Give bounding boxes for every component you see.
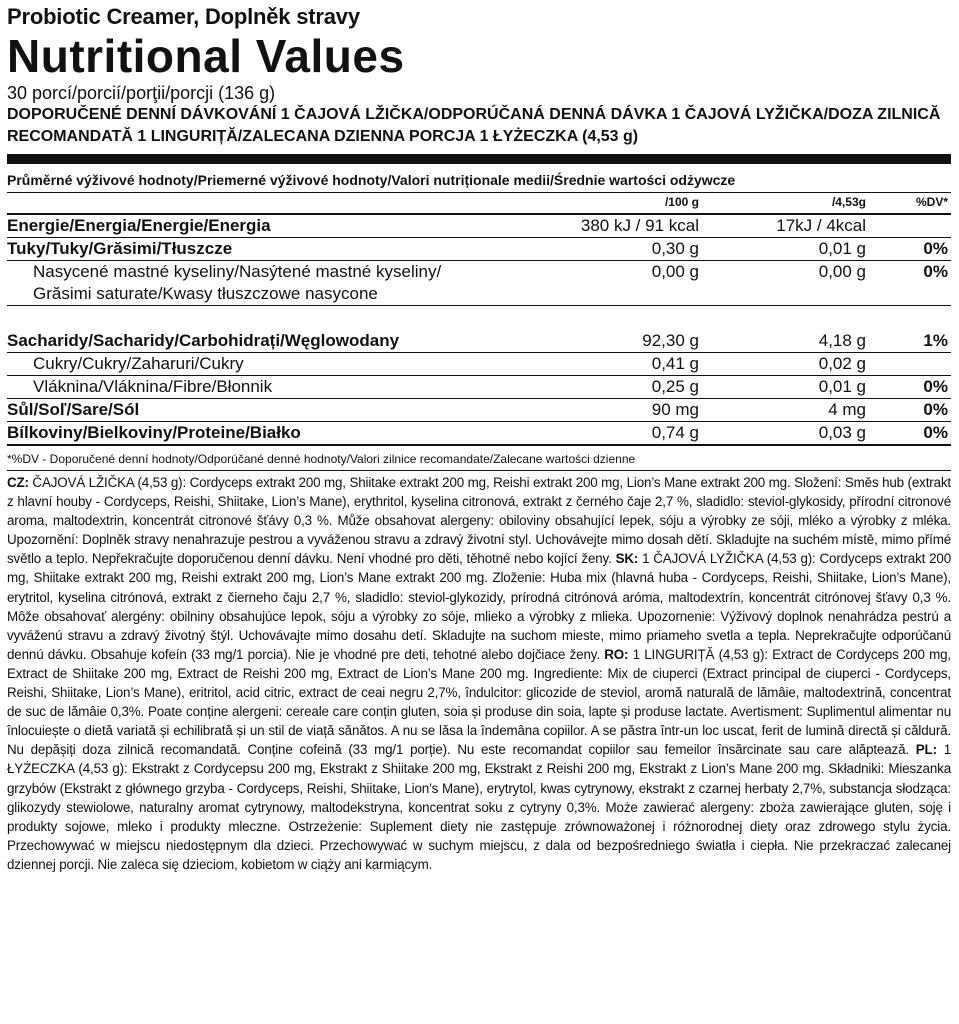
lang-label-sk: SK: [615,551,639,567]
nutrient-label: Tuky/Tuky/Grăsimi/Tłuszcze [7,239,233,258]
table-title: Průměrné výživové hodnoty/Priemerné výživové hodnoty/Valori nutriționale medii/Średnie wartości odżywcze [7,164,951,193]
value-100g: 90 mg [651,400,699,419]
value-100g: 0,41 g [651,354,699,373]
value-dv: 0% [923,262,948,281]
table-row [7,261,951,306]
thick-divider [7,154,951,164]
table-row [7,422,951,446]
servings-info: 30 porcí/porcií/porţii/porcji (136 g) [7,83,276,103]
nutrient-label: Sacharidy/Sacharidy/Carbohidrați/Węglowodany [7,331,400,350]
value-portion: 0,00 g [818,262,866,281]
value-100g: 0,25 g [651,377,699,396]
nutrient-label: Bílkoviny/Bielkoviny/Proteine/Białko [7,423,301,442]
dv-footnote: *%DV - Doporučené denní hodnoty/Odporúčané denné hodnoty/Valori zilnice recomandate/Zalecane wartości dzienne [7,450,951,471]
lang-label-cz: CZ: [7,475,29,490]
table-row [7,376,951,399]
recommended-dose: DOPORUČENÉ DENNÍ DÁVKOVÁNÍ 1 ČAJOVÁ LŽIČKA/ODPORÚČANÁ DENNÁ DÁVKA 1 ČAJOVÁ LYŽIČKA/DOZA ZILNICĂ RECOMANDATĂ 1 LINGURIȚĂ/ZALECANA DZIENNA PORCJA 1 ŁYŻECZKA (4,53 g) [7,106,941,145]
table-row [7,353,951,376]
value-100g: 92,30 g [642,331,699,350]
value-portion: 0,01 g [818,377,866,396]
value-100g: 0,00 g [651,262,699,281]
value-100g: 380 kJ / 91 kcal [580,216,699,235]
value-dv: 0% [923,400,948,419]
table-header [7,193,951,215]
nutrient-label: Vláknina/Vláknina/Fibre/Błonnik [33,377,273,396]
text-cz: ČAJOVÁ LŽIČKA (4,53 g): Cordyceps extrakt 200 mg, Shiitake extrakt 200 mg, Reishi extrakt 200 mg, Lion’s Mane extrakt 200 mg. Složení: Směs hub (extrakt z hlavní houby - Cordyceps, Reishi, Shiitake, Lion’s Mane), erythritol, kyselina citronová, extrakt z černého čaje 2,7 %, sladidlo: steviol-glykosidy, přírodní citronové aroma, maltodextrin, koncentrát citronové šťávy 0,3 %. Může obsahovat alergeny: obiloviny obsahující lepek, sóju a výrobky ze sóji, mléko a výrobky z mléka. Upozornění: Doplněk stravy nenahrazuje pestrou a vyváženou stravu a zdravý životní styl. Uchovávejte mimo dosah dětí. Skladujte na suchém místě, mimo přímé světlo a teplo. Nepřekračujte doporučenou denní dávku. Není vhodné pro děti, těhotné nebo kojící ženy. [7,475,951,567]
value-portion: 4 mg [828,400,866,419]
value-portion: 17kJ / 4kcal [776,216,866,235]
table-row [7,215,951,238]
page-title: Nutritional Values [7,30,405,82]
column-header-portion: /4,53g [831,195,866,209]
nutrient-label: Nasycené mastné kyseliny/Nasýtené mastné kyseliny/ [33,262,442,281]
nutrition-label [7,4,951,874]
value-100g: 0,74 g [651,423,699,442]
ingredients-text [7,473,951,874]
nutrient-label: Sůl/Soľ/Sare/Sól [7,400,140,419]
value-dv: 0% [923,239,948,258]
value-dv: 0% [923,423,948,442]
lang-label-ro: RO: [604,646,629,662]
value-dv: 0% [923,377,948,396]
product-title: Probiotic Creamer, Doplněk stravy [7,4,360,29]
text-ro: 1 LINGURIȚĂ (4,53 g): Extract de Cordyceps 200 mg, Extract de Shiitake 200 mg, Extract de Reishi 200 mg, Extract de Lion’s Mane 200 mg. Ingrediente: Mix de ciuperci (Extract principal de ciuperci - Cordyceps, Reishi, Shiitake, Lion’s Mane), eritritol, acid citric, extract de ceai negru 2,7%, îndulcitor: glicozide de steviol, aromă naturală de lămâie, maltodextrină, concentrat de suc de lămâie 0,3%. Poate conține alergeni: cereale care conțin gluten, soia și produse din soia, lapte și produse lactate. Avertisment: Suplimentul alimentar nu înlocuiește o dietă variată și echilibrată și un stil de viață sănătos. A nu se lăsa la îndemâna copiilor. A se păstra într-un loc uscat, ferit de lumină directă și căldură. Nu depășiți doza zilnică recomandată. Conține cofeină (33 mg/1 porție). Nu este recomandat copiilor sau femeilor însărcinate sau care alăptează. [7,646,951,758]
table-row [7,238,951,261]
value-portion: 0,02 g [818,354,866,373]
text-sk: 1 ČAJOVÁ LYŽIČKA (4,53 g): Cordyceps extrakt 200 mg, Shiitake extrakt 200 mg, Reishi extrakt 200 mg, Lion’s Mane extrakt 200 mg. Zloženie: Huba mix (hlavná huba - Cordyceps, Reishi, Shiitake, Lion’s Mane), erytritol, kyselina citrónová, extrakt z čierneho čaju 2,7 %, sladidlo: steviol-glykozidy, prírodná citrónová aróma, maltodextrín, koncentrát citrónovej šťavy 0,3 %. Môže obsahovať alergény: obilniny obsahujúce lepok, sóju a výrobky zo sóje, mlieko a výrobky z mlieka. Upozornenie: Výživový doplnok nenahrádza pestrú a vyváženú stravu a zdravý životný štýl. Uchovávajte mimo dosahu detí. Skladujte na suchom mieste, mimo priameho svetla a tepla. Neprekračujte odporúčanú dennú dávku. Obsahuje kofeín (33 mg/1 porcia). Nie je vhodné pre deti, tehotné alebo dojčiace ženy. [7,551,951,662]
value-dv: 1% [923,331,948,350]
table-row [7,306,951,353]
value-portion: 0,03 g [818,423,866,442]
nutrient-label: Energie/Energia/Energie/Energia [7,216,271,235]
column-header-100g: /100 g [664,195,699,209]
nutrient-label: Cukry/Cukry/Zaharuri/Cukry [33,354,244,373]
nutrient-label-continued: Grăsimi saturate/Kwasy tłuszczowe nasycone [33,284,378,303]
value-portion: 0,01 g [818,239,866,258]
value-portion: 4,18 g [818,331,866,350]
text-pl: 1 ŁYŻECZKA (4,53 g): Ekstrakt z Cordycepsu 200 mg, Ekstrakt z Shiitake 200 mg, Ekstrakt z Reishi 200 mg, Ekstrakt z Lion’s Mane 200 mg. Składniki: Mieszanka grzybów (Ekstrakt z głównego grzyba - Cordyceps, Reishi, Shiitake, Lion’s Mane), erytrytol, kwas cytrynowy, ekstrakt z czarnej herbaty 2,7%, substancja słodząca: glikozydy stewiolowe, naturalny aromat cytrynowy, maltodekstryna, koncentrat soku z cytryny 0,3%. Może zawierać alergeny: zboża zawierające gluten, soję i produkty sojowe, mleko i produkty mleczne. Ostrzeżenie: Suplement diety nie zastępuje zrównoważonej i różnorodnej diety oraz zdrowego stylu życia. Przechowywać w miejscu niedostępnym dla dzieci. Przechowywać w suchym miejscu, z dala od bezpośredniego światła i ciepła. Nie przekraczać zalecanej dziennej porcji. Nie zaleca się dzieciom, kobietom w ciąży ani karmiącym. [7,742,952,872]
value-100g: 0,30 g [651,239,699,258]
lang-label-pl: PL: [915,742,937,758]
column-header-dv: %DV* [915,195,948,209]
table-row [7,399,951,422]
